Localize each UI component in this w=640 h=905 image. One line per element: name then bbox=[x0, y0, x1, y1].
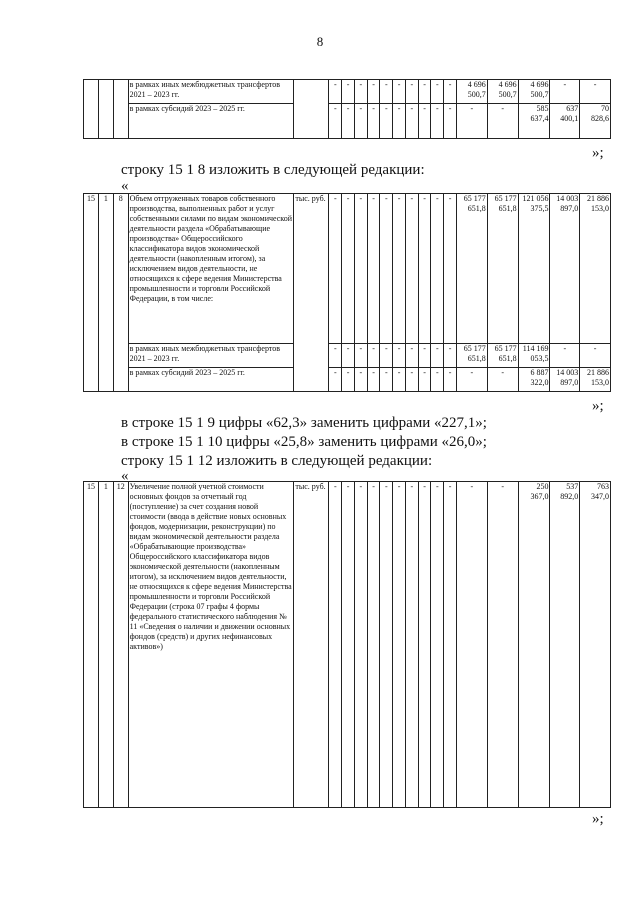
cell: - bbox=[354, 80, 367, 104]
cell: 250 367,0 bbox=[518, 482, 550, 808]
cell: - bbox=[367, 368, 380, 392]
cell: - bbox=[354, 368, 367, 392]
cell: - bbox=[342, 482, 355, 808]
cell: - bbox=[329, 104, 342, 139]
cell: - bbox=[342, 80, 355, 104]
closing-quote: »; bbox=[592, 145, 604, 161]
table-row bbox=[84, 482, 611, 808]
cell: - bbox=[405, 80, 418, 104]
cell: 65 177 651,8 bbox=[487, 344, 518, 368]
code-section: 15 bbox=[84, 194, 99, 392]
row-description: Объем отгруженных товаров собственного производства, выполненных работ и услуг собственными силами по видам экономической деятельности раздела «Обрабатывающие производства» Общероссийского классификатора видов экономической деятельности (накопленным итогом), за исключением видов деятельности, не относящихся к сфере ведения Министерства промышленности и торговли Российской Федерации, в том числе: bbox=[128, 194, 294, 344]
opening-quote: « bbox=[121, 178, 129, 194]
cell: 4 696 500,7 bbox=[518, 80, 550, 104]
cell: - bbox=[405, 344, 418, 368]
cell: - bbox=[342, 194, 355, 344]
cell: - bbox=[367, 194, 380, 344]
instruction-text: в строке 15 1 9 цифры «62,3» заменить цифрами «227,1»; bbox=[121, 415, 487, 431]
cell: - bbox=[354, 344, 367, 368]
cell: 121 056 375,5 bbox=[518, 194, 550, 344]
cell: - bbox=[444, 80, 457, 104]
cell: - bbox=[354, 194, 367, 344]
cell: - bbox=[405, 368, 418, 392]
cell: - bbox=[354, 482, 367, 808]
code-section: 15 bbox=[84, 482, 99, 808]
cell: 4 696 500,7 bbox=[456, 80, 487, 104]
closing-quote: »; bbox=[592, 398, 604, 414]
cell: - bbox=[329, 482, 342, 808]
cell: 65 177 651,8 bbox=[456, 194, 487, 344]
cell: - bbox=[431, 80, 444, 104]
closing-quote: »; bbox=[592, 811, 604, 827]
table-row-15-1-8 bbox=[83, 193, 611, 392]
cell: - bbox=[393, 80, 406, 104]
cell: - bbox=[329, 194, 342, 344]
cell: - bbox=[444, 104, 457, 139]
cell: - bbox=[380, 368, 393, 392]
cell: - bbox=[580, 344, 611, 368]
table-row bbox=[84, 104, 611, 139]
cell: 114 169 053,5 bbox=[518, 344, 550, 368]
cell: - bbox=[580, 80, 611, 104]
cell: - bbox=[431, 344, 444, 368]
cell: - bbox=[367, 80, 380, 104]
instruction-text: строку 15 1 8 изложить в следующей редакции: bbox=[121, 162, 425, 178]
cell: - bbox=[444, 482, 457, 808]
cell: - bbox=[418, 104, 431, 139]
cell: - bbox=[444, 368, 457, 392]
cell: 21 886 153,0 bbox=[580, 368, 611, 392]
opening-quote: « bbox=[121, 468, 129, 484]
row-description: в рамках субсидий 2023 – 2025 гг. bbox=[128, 104, 294, 139]
cell: - bbox=[393, 368, 406, 392]
cell: - bbox=[487, 482, 518, 808]
table-row bbox=[84, 344, 611, 368]
cell: - bbox=[354, 104, 367, 139]
row-description: Увеличение полной учетной стоимости основных фондов за отчетный год (поступление) за счет создания новой стоимости (ввода в действие новых основных фондов, модернизации, реконструкции) по видам экономической деятельности раздела «Обрабатывающие производства» Общероссийского классификатора видов экономической деятельности (накопленным итогом), за исключением видов деятельности, не относящихся к сфере ведения Министерства промышленности и торговли Российской Федерации (строка 07 графы 4 формы федерального статистического наблюдения № 11 «Сведения о наличии и движении основных фондов (средств) и других нефинансовых активов») bbox=[128, 482, 294, 808]
cell: - bbox=[418, 344, 431, 368]
cell: 537 892,0 bbox=[550, 482, 580, 808]
cell: - bbox=[418, 482, 431, 808]
row-description: в рамках иных межбюджетных трансфертов 2021 – 2023 гг. bbox=[128, 80, 294, 104]
cell: - bbox=[380, 80, 393, 104]
row-description: в рамках субсидий 2023 – 2025 гг. bbox=[128, 368, 294, 392]
cell: 4 696 500,7 bbox=[487, 80, 518, 104]
cell: 585 637,4 bbox=[518, 104, 550, 139]
cell: - bbox=[405, 194, 418, 344]
cell: - bbox=[342, 104, 355, 139]
instruction-text: строку 15 1 12 изложить в следующей редакции: bbox=[121, 453, 433, 469]
cell: - bbox=[444, 194, 457, 344]
cell: - bbox=[329, 368, 342, 392]
cell: 65 177 651,8 bbox=[487, 194, 518, 344]
row-description: в рамках иных межбюджетных трансфертов 2021 – 2023 гг. bbox=[128, 344, 294, 368]
code-subsection: 1 bbox=[98, 482, 113, 808]
cell: 6 887 322,0 bbox=[518, 368, 550, 392]
cell: - bbox=[367, 482, 380, 808]
cell: 14 003 897,0 bbox=[550, 194, 580, 344]
cell: - bbox=[456, 482, 487, 808]
cell: - bbox=[456, 104, 487, 139]
cell: - bbox=[380, 194, 393, 344]
cell: - bbox=[393, 482, 406, 808]
table-row-15-1-12 bbox=[83, 481, 611, 808]
cell: - bbox=[380, 104, 393, 139]
cell: 65 177 651,8 bbox=[456, 344, 487, 368]
table-continuation bbox=[83, 79, 611, 139]
table-row bbox=[84, 80, 611, 104]
cell: - bbox=[487, 104, 518, 139]
cell: 21 886 153,0 bbox=[580, 194, 611, 344]
page-number: 8 bbox=[316, 34, 324, 49]
cell: - bbox=[431, 104, 444, 139]
unit-label: тыс. руб. bbox=[294, 482, 329, 808]
cell: - bbox=[329, 344, 342, 368]
cell: - bbox=[380, 482, 393, 808]
cell: 70 828,6 bbox=[580, 104, 611, 139]
cell: - bbox=[431, 194, 444, 344]
cell: - bbox=[550, 344, 580, 368]
cell: - bbox=[405, 104, 418, 139]
cell: - bbox=[444, 344, 457, 368]
code-line: 8 bbox=[113, 194, 128, 392]
cell: - bbox=[393, 194, 406, 344]
cell: - bbox=[418, 368, 431, 392]
cell: - bbox=[393, 344, 406, 368]
code-line: 12 bbox=[113, 482, 128, 808]
cell: - bbox=[342, 344, 355, 368]
cell: - bbox=[431, 368, 444, 392]
cell: - bbox=[487, 368, 518, 392]
cell: - bbox=[367, 104, 380, 139]
cell: - bbox=[380, 344, 393, 368]
cell: 763 347,0 bbox=[580, 482, 611, 808]
cell: - bbox=[342, 368, 355, 392]
table-row bbox=[84, 194, 611, 344]
cell: - bbox=[393, 104, 406, 139]
cell: - bbox=[456, 368, 487, 392]
cell: - bbox=[418, 80, 431, 104]
cell: - bbox=[329, 80, 342, 104]
unit-label: тыс. руб. bbox=[294, 194, 329, 392]
cell: - bbox=[418, 194, 431, 344]
cell: 14 003 897,0 bbox=[550, 368, 580, 392]
cell: - bbox=[431, 482, 444, 808]
cell: - bbox=[367, 344, 380, 368]
table-row bbox=[84, 368, 611, 392]
code-subsection: 1 bbox=[98, 194, 113, 392]
instruction-text: в строке 15 1 10 цифры «25,8» заменить цифрами «26,0»; bbox=[121, 434, 487, 450]
cell: - bbox=[405, 482, 418, 808]
cell: - bbox=[550, 80, 580, 104]
cell: 637 400,1 bbox=[550, 104, 580, 139]
